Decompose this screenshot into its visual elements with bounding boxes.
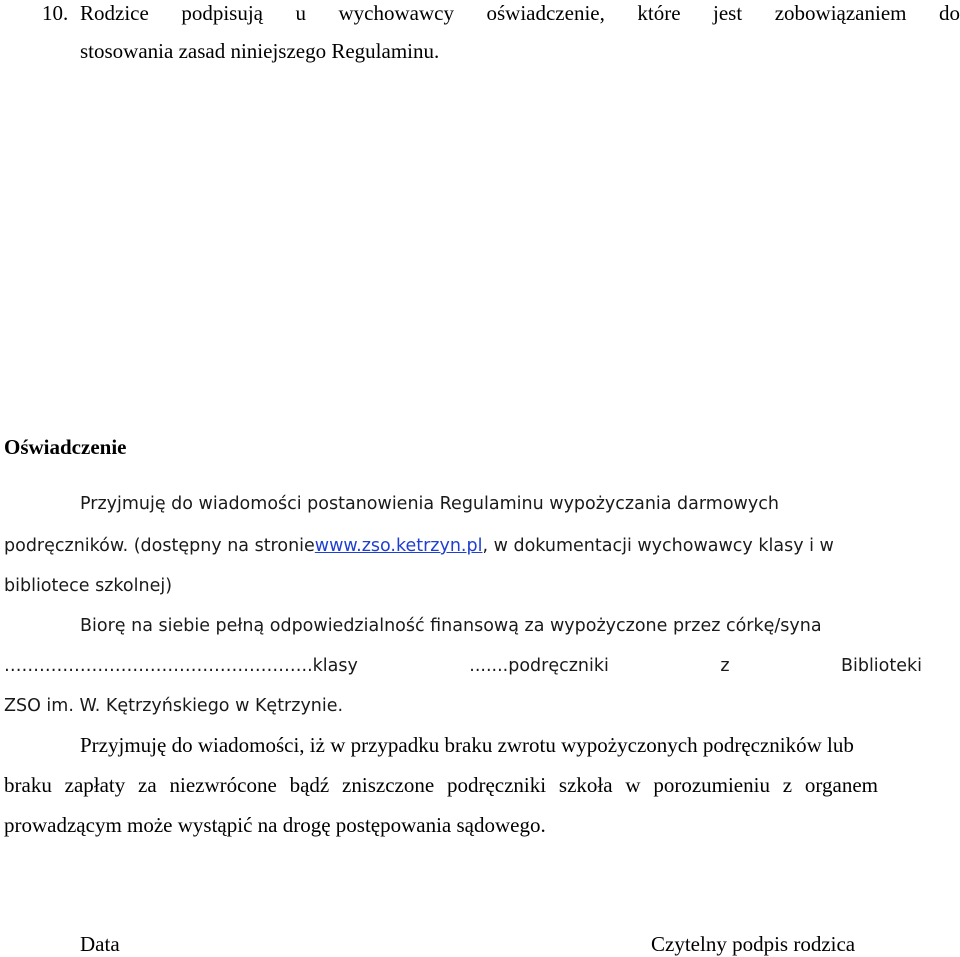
paragraph-2-line-2: ……………………………………………..klasy .......podręczniki z Biblioteki <box>4 656 922 676</box>
paragraph-3-line-1: Przyjmuję do wiadomości, iż w przypadku braku zwrotu wypożyczonych podręczników lub <box>80 733 854 757</box>
paragraph-3-line-2: braku zapłaty za niezwrócone bądź zniszczone podręczniki szkoła w porozumieniu z organem <box>4 773 878 797</box>
item-10-line-2: stosowania zasad niniejszego Regulaminu. <box>80 39 440 63</box>
paragraph-2-line-3: ZSO im. W. Kętrzyńskiego w Kętrzynie. <box>4 696 344 716</box>
paragraph-2-line-1: Biorę na siebie pełną odpowiedzialność finansową za wypożyczone przez córkę/syna <box>80 616 822 636</box>
item-10-line-1: Rodzice podpisują u wychowawcy oświadczenie, które jest zobowiązaniem do <box>80 1 960 25</box>
declaration-heading: Oświadczenie <box>4 435 127 459</box>
parent-signature-label: Czytelny podpis rodzica <box>651 932 856 956</box>
paragraph-1-line-2-text: podręczników. (dostępny na stronie <box>4 536 315 556</box>
date-label: Data <box>80 932 120 956</box>
paragraph-1-line-3: bibliotece szkolnej) <box>4 576 173 596</box>
paragraph-1-line-2-rest: , w dokumentacji wychowawcy klasy i w <box>482 536 834 556</box>
item-number: 10. <box>42 1 69 25</box>
paragraph-3-line-3: prowadzącym może wystąpić na drogę postępowania sądowego. <box>4 813 546 837</box>
website-link[interactable]: www.zso.ketrzyn.pl <box>314 536 483 556</box>
paragraph-1-line-1: Przyjmuję do wiadomości postanowienia Regulaminu wypożyczania darmowych <box>80 494 779 514</box>
paragraph-1-line-2 <box>4 533 912 559</box>
